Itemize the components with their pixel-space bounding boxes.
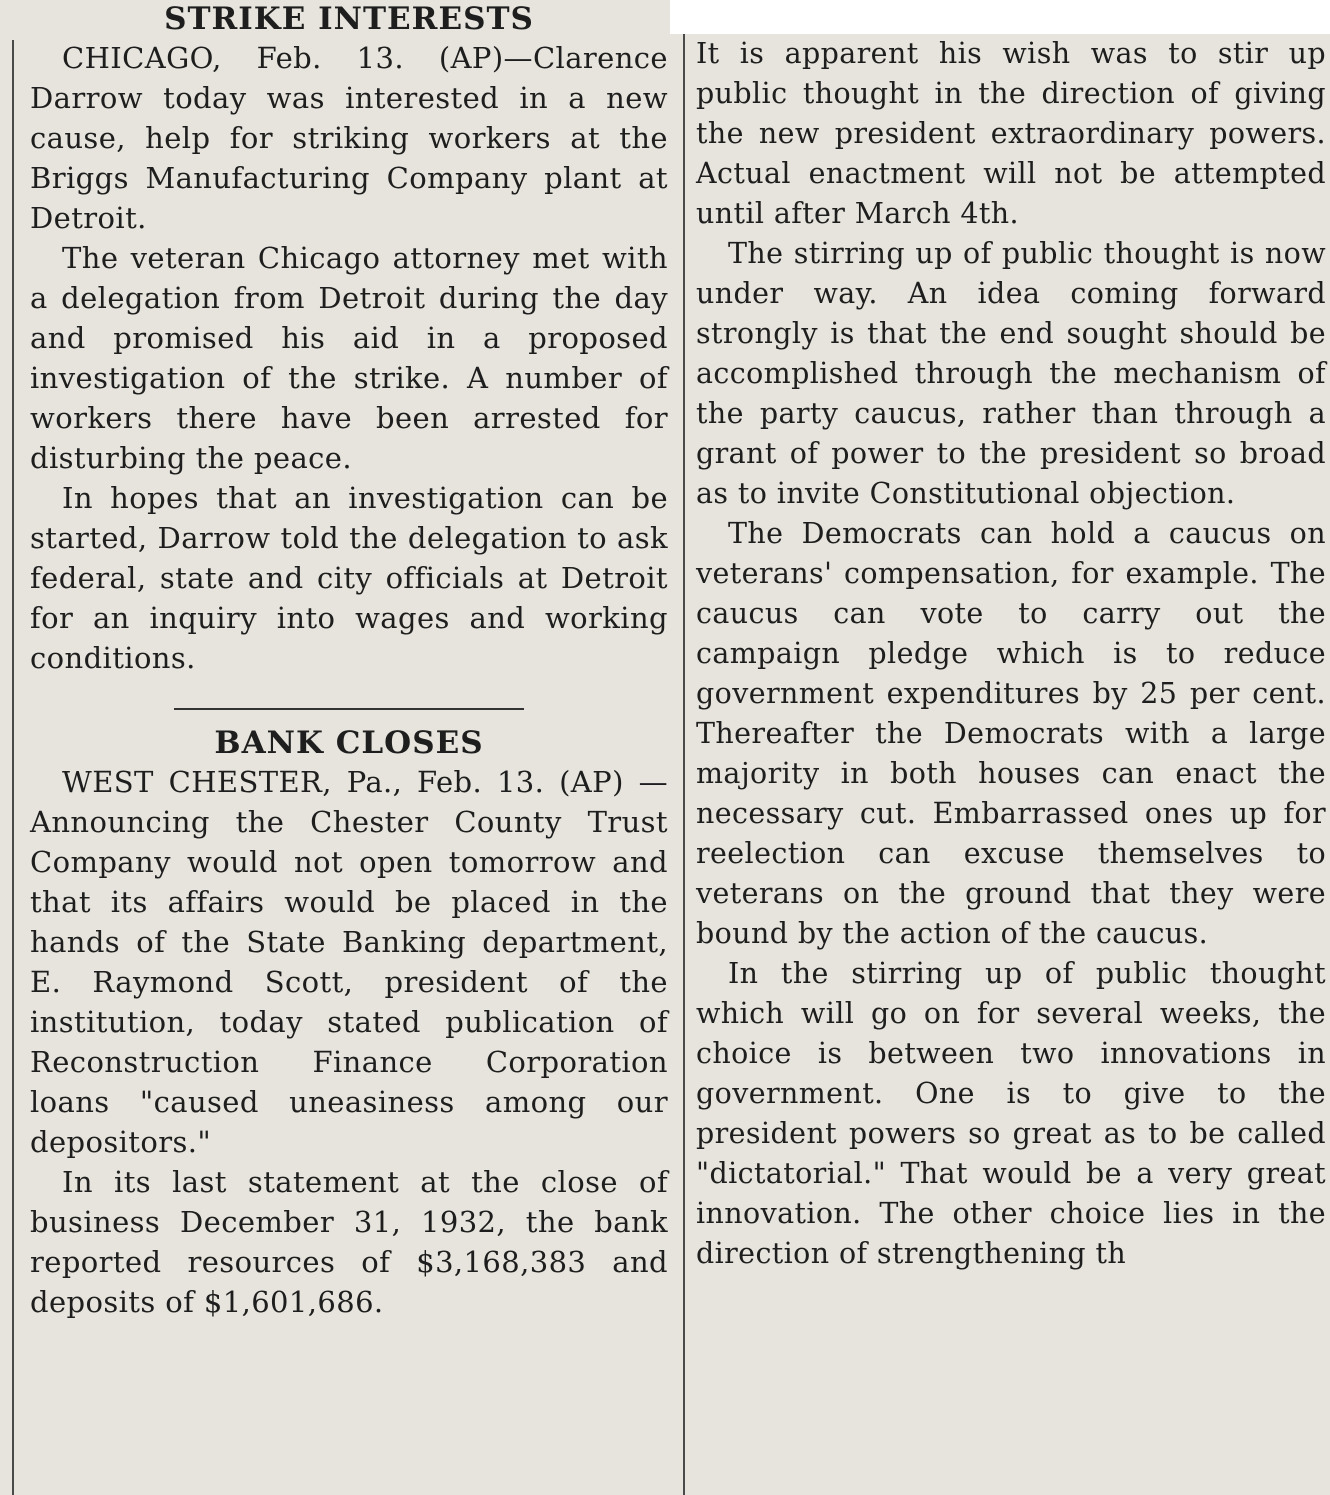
column-paragraph-4: In the stirring up of public thought which will go on for several weeks, the choice is between two innovations in government. One is to give to the president powers so great as to be called "dictatorial." That would be a very great innovation. The other choice lies in the direction of strengthening th — [696, 957, 1326, 1270]
strike-paragraph-3: In hopes that an investigation can be started, Darrow told the delegation to ask federal, state and city officials at Detroit for an inquiry into wages and working conditions. — [30, 481, 668, 675]
strike-story — [30, 0, 668, 678]
column-paragraph-1: It is apparent his wish was to stir up public thought in the direction of giving the new president extraordinary powers. Actual enactment will not be attempted until after March 4th. — [696, 37, 1326, 230]
page-top-margin — [670, 0, 1330, 34]
bank-paragraph-1: WEST CHESTER, Pa., Feb. 13. (AP) — Announcing the Chester County Trust Company would not open tomorrow and that its affairs would be placed in the hands of the State Banking department, E. Raymond Scott, president of the institution, today stated publication of Reconstruction Finance Corporation loans "caused uneasiness among our depositors." — [30, 765, 668, 1159]
bank-story — [30, 724, 668, 1322]
strike-headline: STRIKE INTERESTS — [164, 1, 534, 37]
story-separator-rule — [174, 708, 524, 710]
left-column-rule — [12, 40, 14, 1495]
column-paragraph-3: The Democrats can hold a caucus on veterans' compensation, for example. The caucus can vote to carry out the campaign pledge which is to reduce government expenditures by 25 per cent. Thereafter the Democrats with a large majority in both houses can enact the necessary cut. Embarrassed ones up for reelection can excuse themselves to veterans on the ground that they were bound by the action of the caucus. — [696, 517, 1326, 950]
bank-headline: BANK CLOSES — [214, 725, 484, 761]
strike-paragraph-2: The veteran Chicago attorney met with a delegation from Detroit during the day and promised his aid in a proposed investigation of the strike. A number of workers there have been arrested for disturbing the peace. — [30, 241, 668, 475]
column-paragraph-2: The stirring up of public thought is now under way. An idea coming forward strongly is that the end sought should be accomplished through the mechanism of the party caucus, rather than through a grant of power to the president so broad as to invite Constitutional objection. — [696, 237, 1326, 510]
bank-paragraph-2: In its last statement at the close of business December 31, 1932, the bank reported resources of $3,168,383 and deposits of $1,601,686. — [30, 1165, 668, 1319]
strike-paragraph-1: CHICAGO, Feb. 13. (AP)—Clarence Darrow today was interested in a new cause, help for striking workers at the Briggs Manufacturing Company plant at Detroit. — [30, 41, 668, 235]
right-column — [696, 34, 1326, 1495]
left-column — [30, 0, 668, 1495]
column-divider-rule — [683, 34, 685, 1495]
